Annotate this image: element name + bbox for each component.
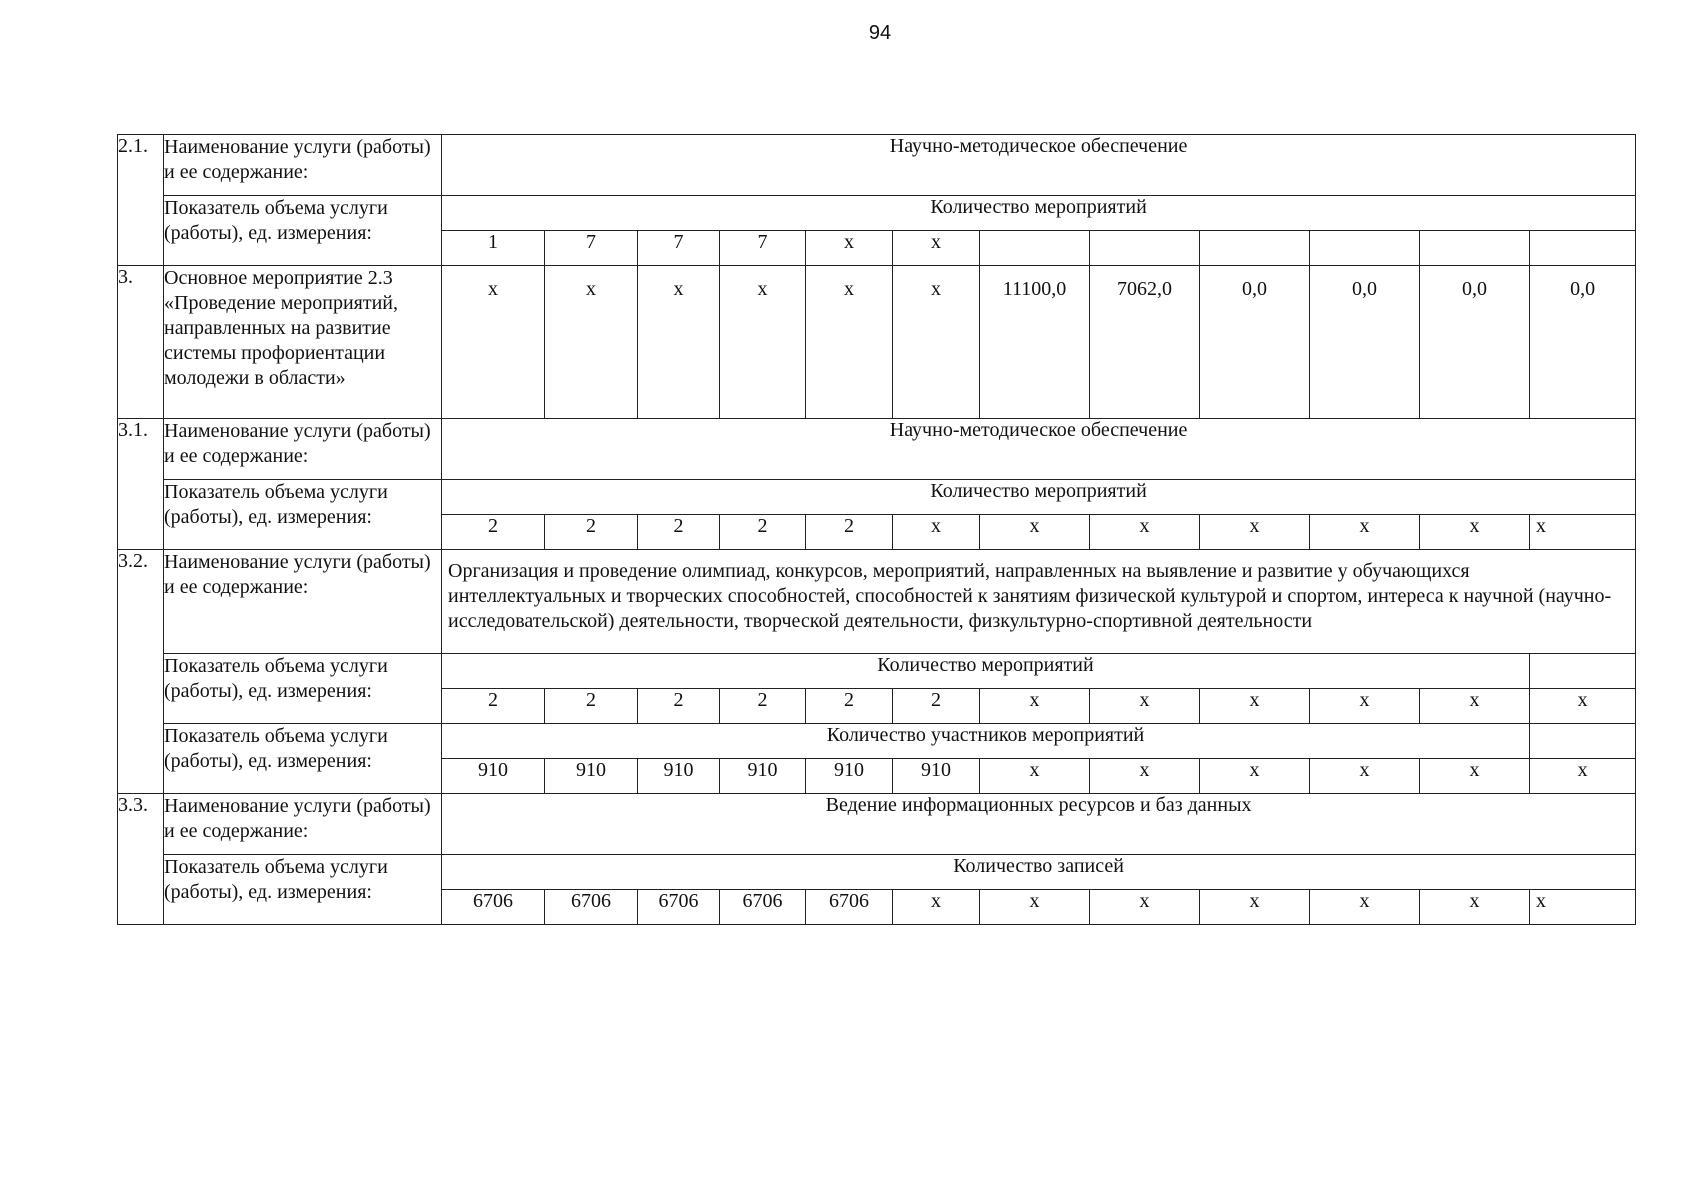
- value-cell: x: [1420, 689, 1530, 724]
- value-cell: 6706: [806, 890, 893, 925]
- value-cell: 7: [545, 231, 638, 266]
- value-cell: x: [980, 689, 1090, 724]
- value-cell: x: [1090, 515, 1200, 550]
- value-cell: x: [1090, 890, 1200, 925]
- value-cell: 0,0: [1310, 266, 1420, 419]
- value-cell: x: [442, 266, 545, 419]
- value-cell: 2: [638, 515, 720, 550]
- indicator-name: Количество мероприятий: [442, 480, 1636, 515]
- service-name: Научно-методическое обеспечение: [442, 419, 1636, 480]
- value-cell: 910: [442, 759, 545, 794]
- table-row: [118, 196, 1636, 231]
- value-cell: x: [893, 231, 980, 266]
- indicator-name: Количество участников мероприятий: [442, 724, 1530, 759]
- value-cell: 910: [720, 759, 806, 794]
- value-cell: [1090, 231, 1200, 266]
- value-cell: x: [1420, 890, 1530, 925]
- value-cell: [1310, 231, 1420, 266]
- value-cell: 2: [442, 689, 545, 724]
- value-cell: 910: [638, 759, 720, 794]
- row-number: 2.1.: [118, 135, 164, 266]
- value-cell: 910: [806, 759, 893, 794]
- value-cell: [1530, 231, 1636, 266]
- table-row: [118, 654, 1636, 689]
- table-row: [118, 135, 1636, 196]
- value-cell: x: [638, 266, 720, 419]
- row-number: 3.3.: [118, 794, 164, 925]
- value-cell: x: [1200, 689, 1310, 724]
- value-cell: 0,0: [1420, 266, 1530, 419]
- value-cell: x: [980, 759, 1090, 794]
- value-cell: 6706: [720, 890, 806, 925]
- value-cell: 2: [893, 689, 980, 724]
- value-cell: 1: [442, 231, 545, 266]
- value-cell: x: [893, 266, 980, 419]
- value-cell: x: [720, 266, 806, 419]
- value-cell: x: [1530, 759, 1636, 794]
- value-cell: x: [1310, 689, 1420, 724]
- value-cell: x: [1420, 759, 1530, 794]
- value-cell: x: [893, 890, 980, 925]
- table-row: [118, 794, 1636, 855]
- value-cell: x: [1530, 890, 1636, 925]
- value-cell: 6706: [545, 890, 638, 925]
- value-cell: 2: [545, 689, 638, 724]
- services-table: [117, 134, 1636, 925]
- value-cell: x: [1530, 515, 1636, 550]
- value-cell: 0,0: [1530, 266, 1636, 419]
- value-cell: 2: [806, 689, 893, 724]
- indicator-name: Количество мероприятий: [442, 196, 1636, 231]
- value-cell: 6706: [638, 890, 720, 925]
- value-cell: x: [1090, 689, 1200, 724]
- value-cell: x: [1090, 759, 1200, 794]
- row-number: 3.: [118, 266, 164, 419]
- value-cell: x: [545, 266, 638, 419]
- value-cell: x: [806, 231, 893, 266]
- value-cell: 2: [442, 515, 545, 550]
- value-cell: [1420, 231, 1530, 266]
- value-cell: x: [1200, 759, 1310, 794]
- volume-label: Показатель объема услуги (работы), ед. измерения:: [164, 654, 442, 724]
- table-row: [118, 550, 1636, 654]
- table-row: [118, 724, 1636, 759]
- row-number: 3.2.: [118, 550, 164, 794]
- page-number: 94: [868, 22, 892, 44]
- volume-label: Показатель объема услуги (работы), ед. измерения:: [164, 855, 442, 925]
- table-row: [118, 855, 1636, 890]
- value-cell: x: [1310, 759, 1420, 794]
- indicator-name: Количество записей: [442, 855, 1636, 890]
- volume-label: Показатель объема услуги (работы), ед. измерения:: [164, 480, 442, 550]
- empty-cell: [1530, 724, 1636, 759]
- service-name-label: Наименование услуги (работы) и ее содержание:: [164, 794, 442, 855]
- value-cell: 7062,0: [1090, 266, 1200, 419]
- empty-cell: [1530, 654, 1636, 689]
- value-cell: 7: [638, 231, 720, 266]
- value-cell: 11100,0: [980, 266, 1090, 419]
- service-name: Организация и проведение олимпиад, конкурсов, мероприятий, направленных на выявление и развитие у обучающихся интеллектуальных и творческих способностей, способностей к занятиям физической культурой и спортом, интереса к научной (научно-исследовательской) деятельности, творческой деятельности, физкультурно-спортивной деятельности: [442, 550, 1636, 654]
- volume-label: Показатель объема услуги (работы), ед. измерения:: [164, 724, 442, 794]
- value-cell: x: [806, 266, 893, 419]
- value-cell: 910: [893, 759, 980, 794]
- value-cell: [980, 231, 1090, 266]
- table-row: [118, 480, 1636, 515]
- row-number: 3.1.: [118, 419, 164, 550]
- value-cell: x: [1200, 515, 1310, 550]
- service-name: Научно-методическое обеспечение: [442, 135, 1636, 196]
- value-cell: x: [1310, 890, 1420, 925]
- service-name-label: Наименование услуги (работы) и ее содержание:: [164, 135, 442, 196]
- value-cell: [1200, 231, 1310, 266]
- value-cell: 7: [720, 231, 806, 266]
- value-cell: x: [1200, 890, 1310, 925]
- volume-label: Показатель объема услуги (работы), ед. измерения:: [164, 196, 442, 266]
- table-row: [118, 419, 1636, 480]
- value-cell: 6706: [442, 890, 545, 925]
- value-cell: x: [1310, 515, 1420, 550]
- value-cell: x: [1420, 515, 1530, 550]
- service-name: Ведение информационных ресурсов и баз данных: [442, 794, 1636, 855]
- value-cell: x: [1530, 689, 1636, 724]
- table-row: [118, 266, 1636, 419]
- value-cell: 2: [638, 689, 720, 724]
- value-cell: x: [893, 515, 980, 550]
- value-cell: 2: [545, 515, 638, 550]
- value-cell: 2: [720, 515, 806, 550]
- value-cell: x: [980, 890, 1090, 925]
- value-cell: x: [980, 515, 1090, 550]
- service-name-label: Наименование услуги (работы) и ее содержание:: [164, 550, 442, 654]
- service-name-label: Наименование услуги (работы) и ее содержание:: [164, 419, 442, 480]
- value-cell: 0,0: [1200, 266, 1310, 419]
- value-cell: 910: [545, 759, 638, 794]
- activity-label: Основное мероприятие 2.3 «Проведение мероприятий, направленных на развитие системы профориентации молодежи в области»: [164, 266, 442, 419]
- indicator-name: Количество мероприятий: [442, 654, 1530, 689]
- value-cell: 2: [720, 689, 806, 724]
- value-cell: 2: [806, 515, 893, 550]
